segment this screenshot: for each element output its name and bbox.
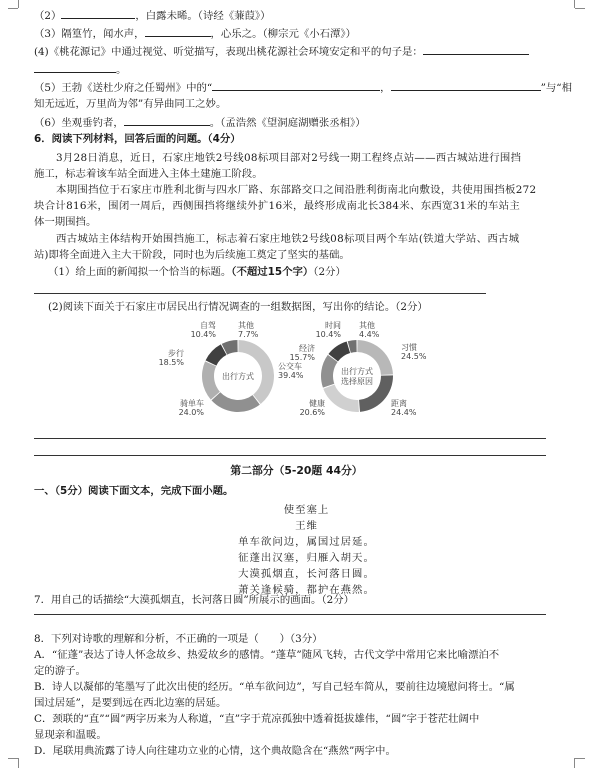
poem-author: 王维	[295, 520, 318, 532]
crop-mark	[18, 758, 19, 768]
question-6	[34, 115, 366, 130]
subquestion-1-score: （2分）	[313, 266, 346, 278]
chart-center-title: 出行方式	[341, 367, 373, 376]
answer-blank[interactable]	[61, 8, 135, 19]
question-8: 8．下列对诗歌的理解和分析，不正确的一项是（ ）（3分）	[34, 633, 323, 645]
slice-category-label: 距离	[391, 399, 407, 408]
slice-value-label: 20.6%	[299, 408, 325, 417]
slice-category-label: 自驾	[200, 321, 216, 330]
slice-value-label: 24.4%	[391, 408, 417, 417]
question-4	[34, 44, 529, 59]
subquestion-1-limit: （不超过15个字）	[231, 266, 314, 278]
q4-text: (4)《桃花源记》中通过视觉、听觉描写，表现出桃花源社会环境安定和平的句子是：	[34, 46, 423, 58]
question-2	[34, 8, 270, 23]
slice-category-label: 其他	[359, 321, 375, 330]
subquestion-2: (2)阅读下面关于石家庄市居民出行情况调查的一组数据图，写出你的结论。（2分）	[48, 301, 428, 313]
slice-category-label: 步行	[168, 349, 184, 358]
slice-category-label: 习惯	[401, 343, 417, 352]
q6-text-a: （6）坐观垂钓者，	[34, 117, 124, 129]
answer-line[interactable]	[34, 455, 546, 456]
option-d: D．尾联用典流露了诗人向往建功立业的心情，这个典故隐含在“燕然”两字中。	[34, 745, 396, 757]
question-3	[34, 26, 356, 41]
q2-prefix: （2）	[34, 10, 62, 22]
poem-line: 萧关逢候骑，都护在燕然。	[238, 584, 375, 596]
paragraph-1: 3月28日消息，近日，石家庄地铁2号线08标项目部对2号线一期工程终点站——西古城站进行围挡	[56, 152, 522, 164]
pie-slice	[323, 384, 359, 412]
paragraph-2: 体一期围挡。	[34, 216, 97, 228]
crop-mark	[8, 758, 18, 759]
part-2-title: 第二部分（5-20题 44分）	[230, 464, 363, 477]
poem-line: 征蓬出汉塞，归雁入胡天。	[238, 552, 375, 564]
paragraph-3: 西古城站主体结构开始围挡施工，标志着石家庄地铁2号线08标项目两个车站(铁道大学站、西古城	[56, 233, 520, 245]
chart-center-title: 选择原因	[341, 377, 373, 386]
q5-text-b: ，	[380, 82, 391, 94]
crop-mark	[8, 8, 18, 9]
crop-mark	[574, 0, 575, 8]
crop-mark	[575, 758, 585, 759]
pie-slice	[202, 361, 220, 399]
chart-travel-mode	[158, 314, 320, 424]
option-a: A．“征蓬”表达了诗人怀念故乡、热爱故乡的感情。“蓬草”随风飞转，古代文学中常用它来比喻漂泊不	[34, 649, 500, 661]
answer-blank[interactable]	[145, 26, 211, 37]
option-b: 国过居延”，是要到远在西北边塞的居延。	[34, 697, 227, 709]
slice-value-label: 4.4%	[359, 330, 380, 339]
poem-line: 单车欲问边，属国过居延。	[238, 536, 375, 548]
slice-value-label: 24.0%	[178, 408, 204, 417]
paragraph-2: 本期围挡位于石家庄市胜利北街与四水厂路、东部路交口之间沿胜利街南北向敷设，共使用围挡板272	[56, 184, 537, 196]
slice-value-label: 24.5%	[401, 352, 427, 361]
option-b: B．诗人以凝郁的笔墨写了此次出使的经历。“单车欲问边”，写自己轻车简从，要前往边境慰问将士。“属	[34, 681, 515, 693]
q5-text-c: ”与“相	[540, 82, 572, 94]
section-1-title: 一、（5分）阅读下面文本，完成下面小题。	[34, 485, 234, 497]
slice-value-label: 7.7%	[238, 330, 259, 339]
option-c: 显现亲和温暖。	[34, 729, 107, 741]
section-6-title: 6．阅读下列材料，回答后面的问题。（4分）	[34, 133, 241, 145]
q6-text-b: 。（孟浩然《望洞庭湖赠张丞相》）	[209, 117, 366, 129]
q4-tail: 。	[116, 64, 127, 76]
slice-category-label: 健康	[309, 399, 325, 408]
answer-blank[interactable]	[34, 62, 116, 73]
q2-suffix: ，白露未晞。（诗经《蒹葭》）	[135, 10, 271, 22]
slice-category-label: 时间	[325, 321, 341, 330]
pie-slice	[206, 344, 227, 365]
subquestion-1	[48, 265, 346, 279]
paragraph-3: 站)即将全面进入主大干阶段，同时也为后续施工奠定了坚实的基础。	[34, 249, 350, 261]
q3-text-a: （3）隔篁竹，闻水声，	[34, 28, 145, 40]
slice-value-label: 15.7%	[289, 353, 315, 362]
answer-blank[interactable]	[423, 44, 529, 55]
q5-text-d: 知无远近，万里尚为邻”有异曲同工之妙。	[34, 98, 227, 110]
poem-title: 使至塞上	[283, 504, 330, 516]
option-c: C．颈联的“直”“圆”两字历来为人称道，“直”字于荒凉孤独中透着挺拔雄伟，“圆”字于苍茫壮阔中	[34, 713, 480, 725]
slice-category-label: 公交车	[278, 362, 302, 371]
chart-center-title: 出行方式	[222, 372, 254, 381]
option-a: 定的游子。	[34, 665, 86, 677]
crop-mark	[18, 0, 19, 8]
answer-blank[interactable]	[212, 80, 380, 91]
question-7: 7．用自己的话描绘“大漠孤烟直，长河落日圆”所展示的画面。（2分）	[34, 594, 354, 606]
slice-category-label: 经济	[299, 344, 315, 353]
answer-blank[interactable]	[124, 115, 210, 126]
pie-slice	[321, 355, 338, 388]
pie-slice	[212, 392, 260, 412]
answer-line[interactable]	[34, 293, 486, 294]
q3-text-b: ，心乐之。（柳宗元《小石潭》）	[210, 28, 356, 40]
slice-category-label: 骑单车	[180, 399, 204, 408]
slice-value-label: 39.4%	[278, 371, 304, 380]
crop-mark	[575, 8, 585, 9]
answer-blank[interactable]	[391, 80, 541, 91]
q5-text-a: （5）王勃《送杜少府之任蜀州》中的“	[34, 82, 213, 94]
answer-line[interactable]	[34, 438, 546, 439]
subquestion-1-text: （1）给上面的新闻拟一个恰当的标题。	[48, 266, 232, 278]
question-4-cont	[34, 62, 126, 77]
question-5-cont	[34, 97, 226, 111]
question-5	[34, 80, 572, 95]
slice-category-label: 其他	[238, 321, 254, 330]
answer-line[interactable]	[34, 614, 546, 615]
paragraph-1: 施工，标志着该车站全面进入主体土建施工阶段。	[34, 168, 263, 180]
slice-value-label: 10.4%	[190, 330, 216, 339]
slice-value-label: 18.5%	[158, 358, 184, 367]
crop-mark	[574, 758, 575, 768]
slice-value-label: 10.4%	[315, 330, 341, 339]
paragraph-2: 块合计816米，围闭一周后，西侧围挡将继续外扩16米，最终形成南北长384米、东西宽31米的车站主	[34, 200, 521, 212]
poem-line: 大漠孤烟直，长河落日圆。	[238, 568, 375, 580]
